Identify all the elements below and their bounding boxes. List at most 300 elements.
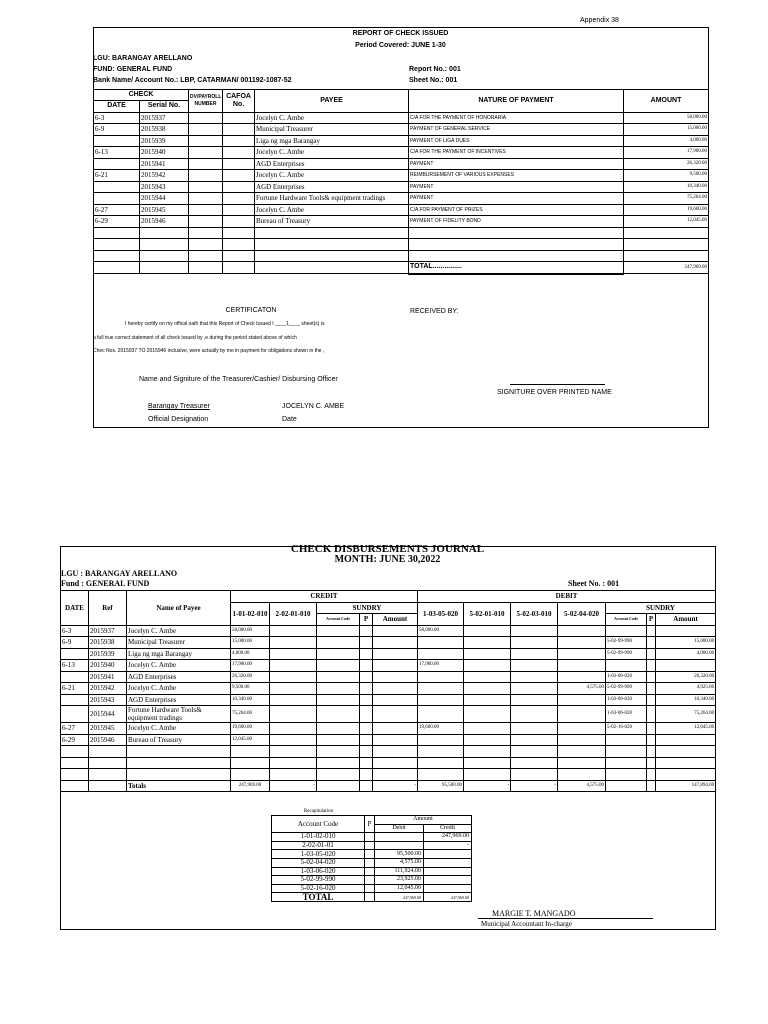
journal-ref: 2015942 (89, 683, 127, 695)
credit-1-value: 19,600.00 (231, 723, 270, 735)
recap-row (272, 841, 472, 850)
empty-cell (409, 239, 624, 251)
credit-sundry-amount (373, 706, 418, 723)
debit-1-value (418, 734, 464, 746)
empty-cell (317, 769, 360, 781)
debit-sundry-header: SUNDRY (606, 602, 716, 614)
recap-code: 1-03-06-020 (272, 867, 365, 876)
payee-header: PAYEE (255, 90, 409, 113)
debit-2-value (464, 706, 511, 723)
debit-col-3: 5-02-03-010 (511, 602, 558, 625)
empty-cell (317, 780, 360, 792)
journal-table (60, 590, 716, 792)
debit-4-value: 4,575.00 (558, 683, 606, 695)
credit-sundry-p (360, 625, 373, 637)
certification-line-1: I hereby certify on my offical oath that this Report of Check Issued I ____1____ sheet(s) is (125, 321, 325, 327)
journal-ref: 2015945 (89, 723, 127, 735)
empty-cell (61, 769, 89, 781)
empty-cell (464, 769, 511, 781)
total-label: TOTAL............... (409, 262, 624, 274)
cafoa-number (223, 181, 255, 193)
debit-2-value (464, 660, 511, 672)
check-date: 6-29 (94, 216, 140, 228)
designation-label: Official Designation (148, 416, 209, 423)
empty-cell (189, 250, 223, 262)
totals-debit-4: 4,575.00 (558, 780, 606, 792)
check-serial: 2015940 (140, 147, 189, 159)
debit-2-value (464, 694, 511, 706)
name-signature-label: Name and Signiture of the Treasurer/Cashier/ Disbursing Officer (139, 376, 338, 383)
credit-sundry-p (360, 734, 373, 746)
journal-payee: Jocelyn C. Ambe (127, 723, 231, 735)
credit-2-value (270, 660, 317, 672)
recap-debit: 4,575.00 (375, 858, 424, 867)
credit-2-value (270, 625, 317, 637)
journal-row (61, 706, 716, 723)
recap-p (365, 841, 375, 850)
cafoa-number (223, 193, 255, 205)
recap-debit (375, 833, 424, 842)
credit-amount-header: Amount (373, 614, 418, 626)
recap-debit-header: Debit (375, 824, 424, 833)
empty-cell (223, 227, 255, 239)
empty-cell (464, 746, 511, 758)
empty-cell (606, 757, 647, 769)
debit-4-value (558, 648, 606, 660)
empty-cell (231, 757, 270, 769)
check-amount: 26,320.00 (624, 158, 709, 170)
debit-sundry-p (647, 648, 656, 660)
credit-sundry-code (317, 637, 360, 649)
debit-3-value (511, 660, 558, 672)
journal-row (61, 683, 716, 695)
debit-sundry-amount: 12,045.00 (656, 723, 716, 735)
credit-sundry-code (317, 660, 360, 672)
empty-cell (647, 746, 656, 758)
recap-code: 5-02-04-020 (272, 858, 365, 867)
recap-code: 1-01-02-010 (272, 833, 365, 842)
journal-date: 6-27 (61, 723, 89, 735)
dv-number (189, 170, 223, 182)
debit-1-value (418, 671, 464, 683)
empty-cell (127, 769, 231, 781)
recap-account-code-header: Account Code (272, 816, 365, 833)
debit-sundry-code: 5-02-99-990 (606, 683, 647, 695)
check-nature: REIMBURSEMENT OF VARIOUS EXPENSES (409, 170, 624, 182)
certification-title: CERTIFICATON (225, 307, 277, 314)
debit-sundry-code: 1-03-06-020 (606, 671, 647, 683)
empty-cell (61, 757, 89, 769)
debit-4-value (558, 723, 606, 735)
journal-date (61, 648, 89, 660)
debit-1-value: 19,600.00 (418, 723, 464, 735)
empty-cell (418, 769, 464, 781)
recap-total-row (272, 893, 472, 902)
empty-cell (270, 769, 317, 781)
journal-sheet: Sheet No. : 001 (568, 579, 620, 588)
recap-p (365, 876, 375, 885)
empty-cell (223, 239, 255, 251)
recap-credit (424, 850, 472, 859)
totals-credit-2: - (270, 780, 317, 792)
credit-col-2: 2-02-01-010 (270, 602, 317, 625)
check-payee: Fortune Hardware Tools& equipment tradings (255, 193, 409, 205)
empty-cell (317, 746, 360, 758)
journal-ref: 2015941 (89, 671, 127, 683)
dv-number (189, 112, 223, 124)
empty-cell (558, 746, 606, 758)
empty-cell (511, 746, 558, 758)
credit-sundry-code (317, 683, 360, 695)
check-nature: PAYMENT (409, 181, 624, 193)
recap-p (365, 893, 375, 902)
debit-col-2: 5-02-01-010 (464, 602, 511, 625)
debit-3-value (511, 706, 558, 723)
empty-cell (418, 746, 464, 758)
journal-date: 6-3 (61, 625, 89, 637)
credit-1-value: 17,900.00 (231, 660, 270, 672)
journal-row (61, 723, 716, 735)
recap-amount-header: Amount (375, 816, 472, 825)
serial-header: Serial No. (140, 101, 189, 113)
empty-cell (140, 250, 189, 262)
journal-date (61, 694, 89, 706)
cafoa-number (223, 147, 255, 159)
debit-sundry-amount: 26,320.00 (656, 671, 716, 683)
debit-sundry-code: 1-03-06-020 (606, 694, 647, 706)
journal-payee: Municipal Treasurer (127, 637, 231, 649)
empty-row (94, 250, 709, 262)
check-payee: Bureau of Treasury (255, 216, 409, 228)
journal-empty-row (61, 757, 716, 769)
debit-sundry-p (647, 734, 656, 746)
credit-2-value (270, 683, 317, 695)
credit-sundry-amount (373, 734, 418, 746)
report-bank: Bank Name/ Account No.: LBP, CATARMAN/ 001192-1087-52 (93, 77, 292, 84)
dv-number (189, 124, 223, 136)
credit-2-value (270, 723, 317, 735)
credit-2-value (270, 706, 317, 723)
check-serial: 2015944 (140, 193, 189, 205)
journal-row (61, 660, 716, 672)
credit-2-value (270, 734, 317, 746)
check-serial: 2015939 (140, 135, 189, 147)
debit-sundry-amount (656, 660, 716, 672)
check-row (94, 124, 709, 136)
credit-sundry-amount (373, 671, 418, 683)
empty-cell (94, 250, 140, 262)
date-header: DATE (94, 101, 140, 113)
empty-cell (189, 262, 223, 274)
recap-row (272, 876, 472, 885)
debit-sundry-amount: 75,264.00 (656, 706, 716, 723)
recap-debit: 95,500.00 (375, 850, 424, 859)
signatory-title: Municipal Accountant In-charge (481, 920, 572, 928)
empty-cell (127, 746, 231, 758)
check-nature: C/A FOR THE PAYMENT OF HONORARIA (409, 112, 624, 124)
dv-number (189, 135, 223, 147)
check-payee: Jocelyn C. Ambe (255, 204, 409, 216)
credit-sundry-p (360, 660, 373, 672)
journal-row (61, 648, 716, 660)
empty-cell (140, 227, 189, 239)
debit-sundry-code: 1-03-06-020 (606, 706, 647, 723)
credit-sundry-p (360, 706, 373, 723)
debit-3-value (511, 683, 558, 695)
recap-title: Recapitulation (303, 809, 334, 814)
check-row (94, 158, 709, 170)
debit-sundry-amount: 4,000.00 (656, 648, 716, 660)
debit-2-value (464, 683, 511, 695)
totals-debit-sundry: 147,894.00 (656, 780, 716, 792)
journal-payee: Bureau of Treasury (127, 734, 231, 746)
cafoa-number (223, 112, 255, 124)
journal-ref: 2015938 (89, 637, 127, 649)
journal-date: 6-21 (61, 683, 89, 695)
empty-cell (94, 262, 140, 274)
journal-payee: Fortune Hardware Tools& equipment tradings (127, 706, 231, 723)
empty-cell (94, 239, 140, 251)
credit-sundry-code (317, 734, 360, 746)
check-payee: Jocelyn C. Ambe (255, 112, 409, 124)
check-row (94, 112, 709, 124)
debit-col-1: 1-03-05-020 (418, 602, 464, 625)
empty-cell (373, 757, 418, 769)
dv-number (189, 158, 223, 170)
dv-number (189, 193, 223, 205)
date-label: Date (282, 416, 297, 423)
credit-1-value: 26,320.00 (231, 671, 270, 683)
empty-cell (647, 780, 656, 792)
debit-4-value (558, 671, 606, 683)
debit-4-value (558, 706, 606, 723)
empty-cell (94, 227, 140, 239)
empty-cell (140, 239, 189, 251)
empty-cell (511, 769, 558, 781)
debit-3-value (511, 637, 558, 649)
journal-payee: AGD Enterprises (127, 694, 231, 706)
certification-line-2: a full true correct statement of all check issued by ,e during the period stated above of which (93, 335, 297, 341)
check-amount: 15,000.00 (624, 124, 709, 136)
journal-ref: 2015944 (89, 706, 127, 723)
recap-debit (375, 841, 424, 850)
journal-title: CHECK DISBURSEMENTS JOURNAL (290, 544, 485, 552)
check-serial: 2015943 (140, 181, 189, 193)
report-fund: FUND: GENERAL FUND (93, 66, 173, 73)
credit-1-value: 9,500.00 (231, 683, 270, 695)
journal-date-header: DATE (61, 591, 89, 626)
total-row (94, 262, 709, 274)
empty-cell (606, 780, 647, 792)
debit-sundry-p (647, 660, 656, 672)
check-date: 6-21 (94, 170, 140, 182)
credit-account-code-header: Account Code (317, 614, 360, 626)
check-nature: PAYMENT (409, 158, 624, 170)
debit-sundry-amount: 10,340.00 (656, 694, 716, 706)
journal-date: 6-13 (61, 660, 89, 672)
journal-payee: AGD Enterprises (127, 671, 231, 683)
credit-sundry-code (317, 723, 360, 735)
check-nature: C/A FOR PAYMENT OF PRIZES (409, 204, 624, 216)
empty-cell (409, 227, 624, 239)
check-nature: PAYMENT OF GENERAL SERVICE (409, 124, 624, 136)
debit-col-4: 5-02-04-020 (558, 602, 606, 625)
debit-sundry-p (647, 683, 656, 695)
recap-credit (424, 876, 472, 885)
recap-code: 1-03-05-020 (272, 850, 365, 859)
empty-cell (127, 757, 231, 769)
recap-p (365, 850, 375, 859)
check-amount: 10,340.00 (624, 181, 709, 193)
dv-number (189, 216, 223, 228)
debit-sundry-p (647, 706, 656, 723)
check-serial: 2015941 (140, 158, 189, 170)
recap-p (365, 867, 375, 876)
empty-cell (189, 239, 223, 251)
credit-sundry-p (360, 648, 373, 660)
journal-fund: Fund : GENERAL FUND (61, 579, 150, 588)
recap-p (365, 833, 375, 842)
recap-credit: - (424, 841, 472, 850)
credit-sundry-amount (373, 660, 418, 672)
empty-cell (409, 250, 624, 262)
empty-cell (373, 746, 418, 758)
debit-sundry-code (606, 660, 647, 672)
totals-debit-2: - (464, 780, 511, 792)
recap-total-label: TOTAL (272, 893, 365, 902)
recap-row (272, 850, 472, 859)
check-payee: Municipal Treasurer (255, 124, 409, 136)
debit-sundry-p (647, 625, 656, 637)
check-serial: 2015945 (140, 204, 189, 216)
empty-cell (255, 227, 409, 239)
amount-header: AMOUNT (624, 90, 709, 113)
check-amount: 4,000.00 (624, 135, 709, 147)
debit-4-value (558, 625, 606, 637)
debit-account-code-header: Account Code (606, 614, 647, 626)
journal-payee: Jocelyn C. Ambe (127, 683, 231, 695)
check-row (94, 181, 709, 193)
journal-date (61, 671, 89, 683)
check-amount: 19,600.00 (624, 204, 709, 216)
totals-debit-3: - (511, 780, 558, 792)
credit-sundry-p (360, 694, 373, 706)
empty-cell (624, 250, 709, 262)
empty-cell (89, 746, 127, 758)
empty-cell (61, 780, 89, 792)
debit-2-value (464, 648, 511, 660)
credit-sundry-code (317, 625, 360, 637)
credit-header: CREDIT (231, 591, 418, 603)
credit-sundry-amount (373, 625, 418, 637)
empty-cell (89, 757, 127, 769)
journal-payee: Jocelyn C. Ambe (127, 660, 231, 672)
debit-2-value (464, 625, 511, 637)
credit-sundry-amount (373, 648, 418, 660)
check-amount: 17,900.00 (624, 147, 709, 159)
check-date (94, 158, 140, 170)
dv-number (189, 204, 223, 216)
empty-cell (223, 262, 255, 274)
journal-ref: 2015939 (89, 648, 127, 660)
totals-credit-sundry: - (373, 780, 418, 792)
journal-date: 6-9 (61, 637, 89, 649)
credit-sundry-amount (373, 723, 418, 735)
report-title: REPORT OF CHECK ISSUED (352, 30, 449, 37)
debit-sundry-code: 5-02-99-990 (606, 637, 647, 649)
report-check-table (93, 89, 709, 275)
journal-row (61, 694, 716, 706)
journal-empty-row (61, 769, 716, 781)
recap-code: 2-02-01-01 (272, 841, 365, 850)
empty-cell (61, 746, 89, 758)
debit-sundry-amount (656, 734, 716, 746)
designation-value: Barangay Treasurer (148, 403, 210, 410)
credit-sundry-amount (373, 683, 418, 695)
credit-p-header: P (360, 614, 373, 626)
debit-2-value (464, 734, 511, 746)
signatory-name: MARGIE T. MANGADO (492, 909, 576, 918)
debit-sundry-p (647, 637, 656, 649)
check-date (94, 181, 140, 193)
credit-sundry-amount (373, 637, 418, 649)
empty-row (94, 227, 709, 239)
empty-cell (360, 746, 373, 758)
journal-date (61, 706, 89, 723)
journal-row (61, 637, 716, 649)
recap-credit (424, 867, 472, 876)
credit-sundry-p (360, 683, 373, 695)
credit-sundry-code (317, 648, 360, 660)
recap-row (272, 867, 472, 876)
credit-2-value (270, 648, 317, 660)
dv-payroll-header: DV/PAYROLL NUMBER (189, 90, 223, 113)
debit-header: DEBIT (418, 591, 716, 603)
debit-4-value (558, 694, 606, 706)
totals-label: Totals (127, 780, 231, 792)
credit-sundry-p (360, 637, 373, 649)
debit-4-value (558, 637, 606, 649)
check-row (94, 193, 709, 205)
recap-row (272, 884, 472, 893)
empty-cell (656, 757, 716, 769)
signature-printed-name-label: SIGNITURE OVER PRINTED NAME (497, 389, 612, 396)
empty-cell (140, 262, 189, 274)
journal-ref-header: Ref (89, 591, 127, 626)
debit-3-value (511, 625, 558, 637)
recap-credit (424, 858, 472, 867)
check-payee: Liga ng mga Barangay (255, 135, 409, 147)
debit-sundry-p (647, 723, 656, 735)
journal-empty-row (61, 746, 716, 758)
empty-cell (89, 769, 127, 781)
report-sheet-number: Sheet No.: 001 (409, 77, 458, 84)
journal-ref: 2015940 (89, 660, 127, 672)
debit-3-value (511, 648, 558, 660)
check-payee: Jocelyn C. Ambe (255, 147, 409, 159)
cafoa-header: CAFOA No. (223, 90, 255, 113)
check-serial: 2015946 (140, 216, 189, 228)
report-number: Report No.: 001 (409, 66, 461, 73)
debit-sundry-p (647, 694, 656, 706)
debit-sundry-code: 5-02-99-990 (606, 648, 647, 660)
check-serial: 2015942 (140, 170, 189, 182)
check-row (94, 135, 709, 147)
credit-sundry-p (360, 671, 373, 683)
recap-total-debit: 247,969.00 (375, 893, 424, 902)
journal-ref: 2015937 (89, 625, 127, 637)
credit-1-value: 10,340.00 (231, 694, 270, 706)
